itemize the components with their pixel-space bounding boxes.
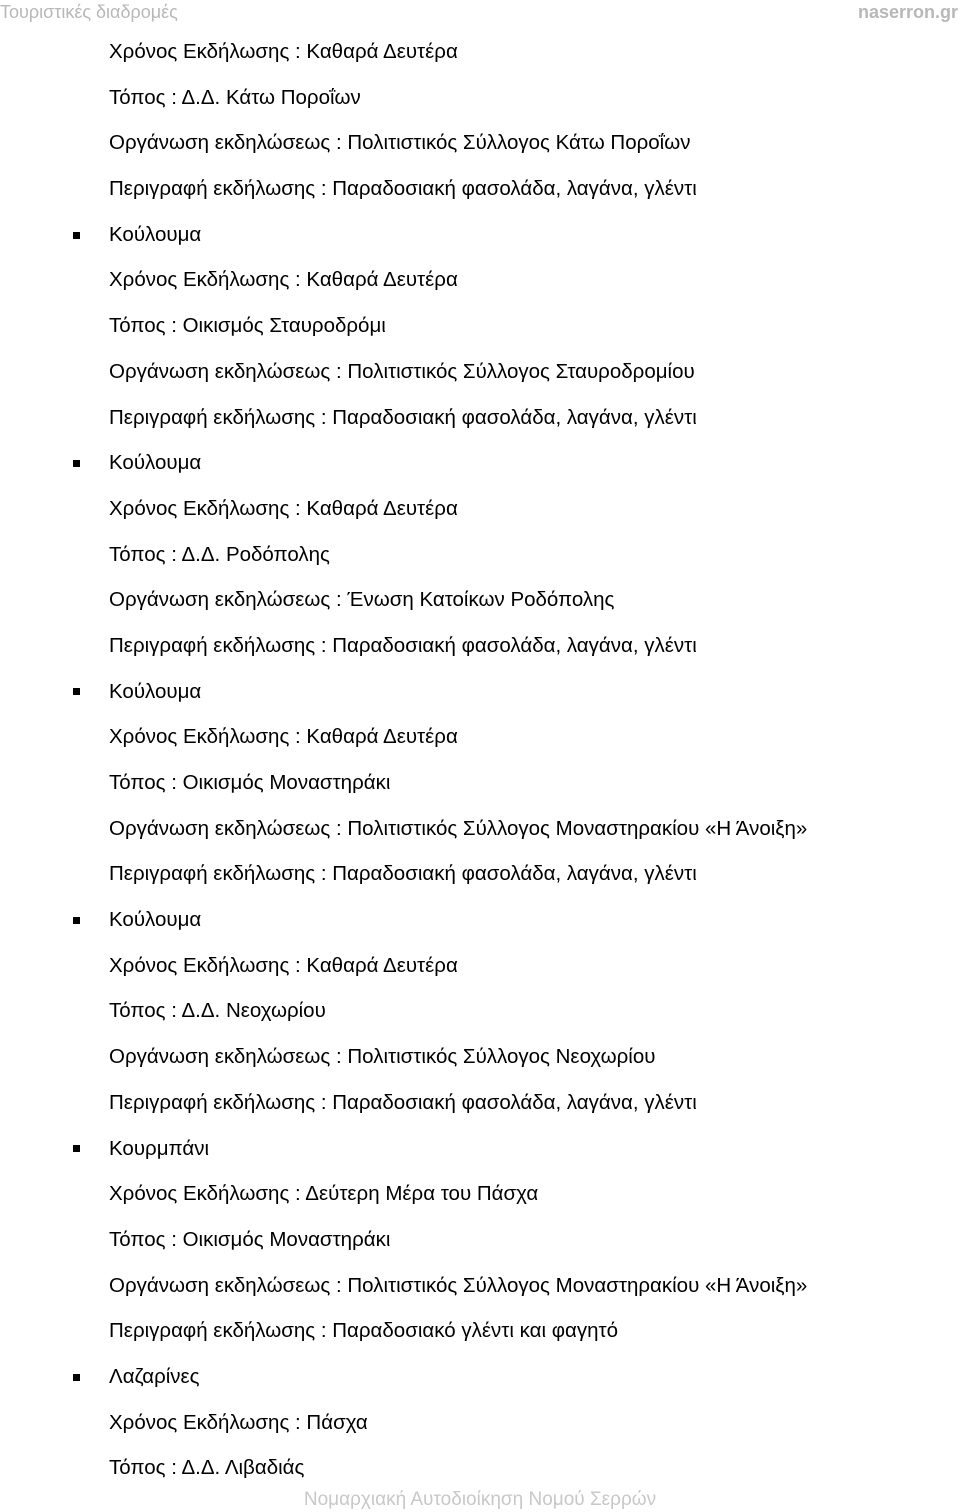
event-list — [0, 29, 960, 1491]
event-detail-line — [0, 806, 960, 852]
square-bullet-icon — [73, 917, 80, 924]
event-detail-line — [0, 623, 960, 669]
line-text: Χρόνος Εκδήλωσης : Πάσχα — [109, 1410, 368, 1434]
line-text: Οργάνωση εκδηλώσεως : Πολιτιστικός Σύλλογος Σταυροδρομίου — [109, 359, 695, 383]
event-detail-line — [0, 1400, 960, 1446]
event-detail-line — [0, 75, 960, 121]
event-detail-line — [0, 532, 960, 578]
event-detail-line — [0, 120, 960, 166]
event-detail-line — [0, 1445, 960, 1491]
line-text: Οργάνωση εκδηλώσεως : Πολιτιστικός Σύλλογος Μοναστηρακίου «Η Άνοιξη» — [109, 816, 808, 840]
line-text: Χρόνος Εκδήλωσης : Καθαρά Δευτέρα — [109, 268, 458, 292]
footer-text: Νομαρχιακή Αυτοδιοίκηση Νομού Σερρών — [303, 1489, 657, 1510]
event-detail-line — [0, 760, 960, 806]
event-detail-line — [0, 1034, 960, 1080]
square-bullet-icon — [73, 1145, 80, 1152]
event-detail-line — [0, 1217, 960, 1263]
event-detail-line — [0, 943, 960, 989]
line-text: Περιγραφή εκδήλωσης : Παραδοσιακή φασολάδα, λαγάνα, γλέντι — [109, 1090, 697, 1114]
event-title-item — [0, 440, 960, 486]
event-detail-line — [0, 349, 960, 395]
event-detail-line — [0, 303, 960, 349]
header-title: Τουριστικές διαδρομές — [0, 2, 178, 22]
event-detail-line — [0, 486, 960, 532]
square-bullet-icon — [73, 1374, 80, 1381]
line-text: Τόπος : Δ.Δ. Ροδόπολης — [109, 542, 330, 566]
event-detail-line — [0, 851, 960, 897]
event-detail-line — [0, 395, 960, 441]
line-text: Χρόνος Εκδήλωσης : Καθαρά Δευτέρα — [109, 40, 458, 63]
event-title-item — [0, 212, 960, 258]
event-title-item — [0, 1354, 960, 1400]
line-text: Χρόνος Εκδήλωσης : Καθαρά Δευτέρα — [109, 725, 458, 749]
line-text: Κούλουμα — [109, 908, 202, 932]
line-text: Χρόνος Εκδήλωσης : Δεύτερη Μέρα του Πάσχα — [109, 1182, 539, 1206]
square-bullet-icon — [73, 460, 80, 467]
event-detail-line — [0, 29, 960, 75]
line-text: Τόπος : Οικισμός Σταυροδρόμι — [109, 314, 386, 338]
header-site-name: naserron.gr — [857, 2, 958, 22]
event-detail-line — [0, 166, 960, 212]
line-text: Περιγραφή εκδήλωσης : Παραδοσιακή φασολάδα, λαγάνα, γλέντι — [109, 177, 697, 201]
line-text: Τόπος : Δ.Δ. Κάτω Ποροΐων — [109, 85, 361, 109]
line-text: Τόπος : Οικισμός Μοναστηράκι — [109, 771, 391, 794]
event-detail-line — [0, 714, 960, 760]
line-text: Οργάνωση εκδηλώσεως : Ένωση Κατοίκων Ροδόπολης — [109, 588, 615, 612]
line-text: Κούλουμα — [109, 451, 202, 475]
event-detail-line — [0, 1171, 960, 1217]
line-text: Τόπος : Οικισμός Μοναστηράκι — [109, 1227, 391, 1251]
event-detail-line — [0, 1263, 960, 1309]
line-text: Τόπος : Δ.Δ. Νεοχωρίου — [109, 999, 326, 1023]
line-text: Οργάνωση εκδηλώσεως : Πολιτιστικός Σύλλογος Νεοχωρίου — [109, 1045, 656, 1069]
line-text: Κουρμπάνι — [109, 1136, 210, 1160]
line-text: Κούλουμα — [109, 222, 202, 246]
event-detail-line — [0, 1308, 960, 1354]
page-footer — [0, 1488, 960, 1512]
line-text: Χρόνος Εκδήλωσης : Καθαρά Δευτέρα — [109, 496, 458, 520]
event-title-item — [0, 669, 960, 715]
square-bullet-icon — [73, 232, 80, 239]
line-text: Περιγραφή εκδήλωσης : Παραδοσιακή φασολάδα, λαγάνα, γλέντι — [109, 633, 697, 657]
line-text: Περιγραφή εκδήλωσης : Παραδοσιακή φασολάδα, λαγάνα, γλέντι — [109, 862, 697, 886]
line-text: Περιγραφή εκδήλωσης : Παραδοσιακή φασολάδα, λαγάνα, γλέντι — [109, 405, 697, 429]
line-text: Κούλουμα — [109, 679, 202, 703]
event-detail-line — [0, 577, 960, 623]
line-text: Τόπος : Δ.Δ. Λιβαδιάς — [109, 1456, 305, 1480]
event-title-item — [0, 897, 960, 943]
event-detail-line — [0, 988, 960, 1034]
line-text: Λαζαρίνες — [109, 1364, 200, 1388]
event-title-item — [0, 1126, 960, 1172]
square-bullet-icon — [73, 688, 80, 695]
line-text: Χρόνος Εκδήλωσης : Καθαρά Δευτέρα — [109, 953, 458, 977]
line-text: Περιγραφή εκδήλωσης : Παραδοσιακό γλέντι και φαγητό — [109, 1319, 618, 1343]
event-detail-line — [0, 1080, 960, 1126]
event-detail-line — [0, 257, 960, 303]
line-text: Οργάνωση εκδηλώσεως : Πολιτιστικός Σύλλογος Κάτω Ποροΐων — [109, 131, 691, 155]
page-header — [0, 0, 960, 26]
line-text: Οργάνωση εκδηλώσεως : Πολιτιστικός Σύλλογος Μοναστηρακίου «Η Άνοιξη» — [109, 1273, 808, 1297]
